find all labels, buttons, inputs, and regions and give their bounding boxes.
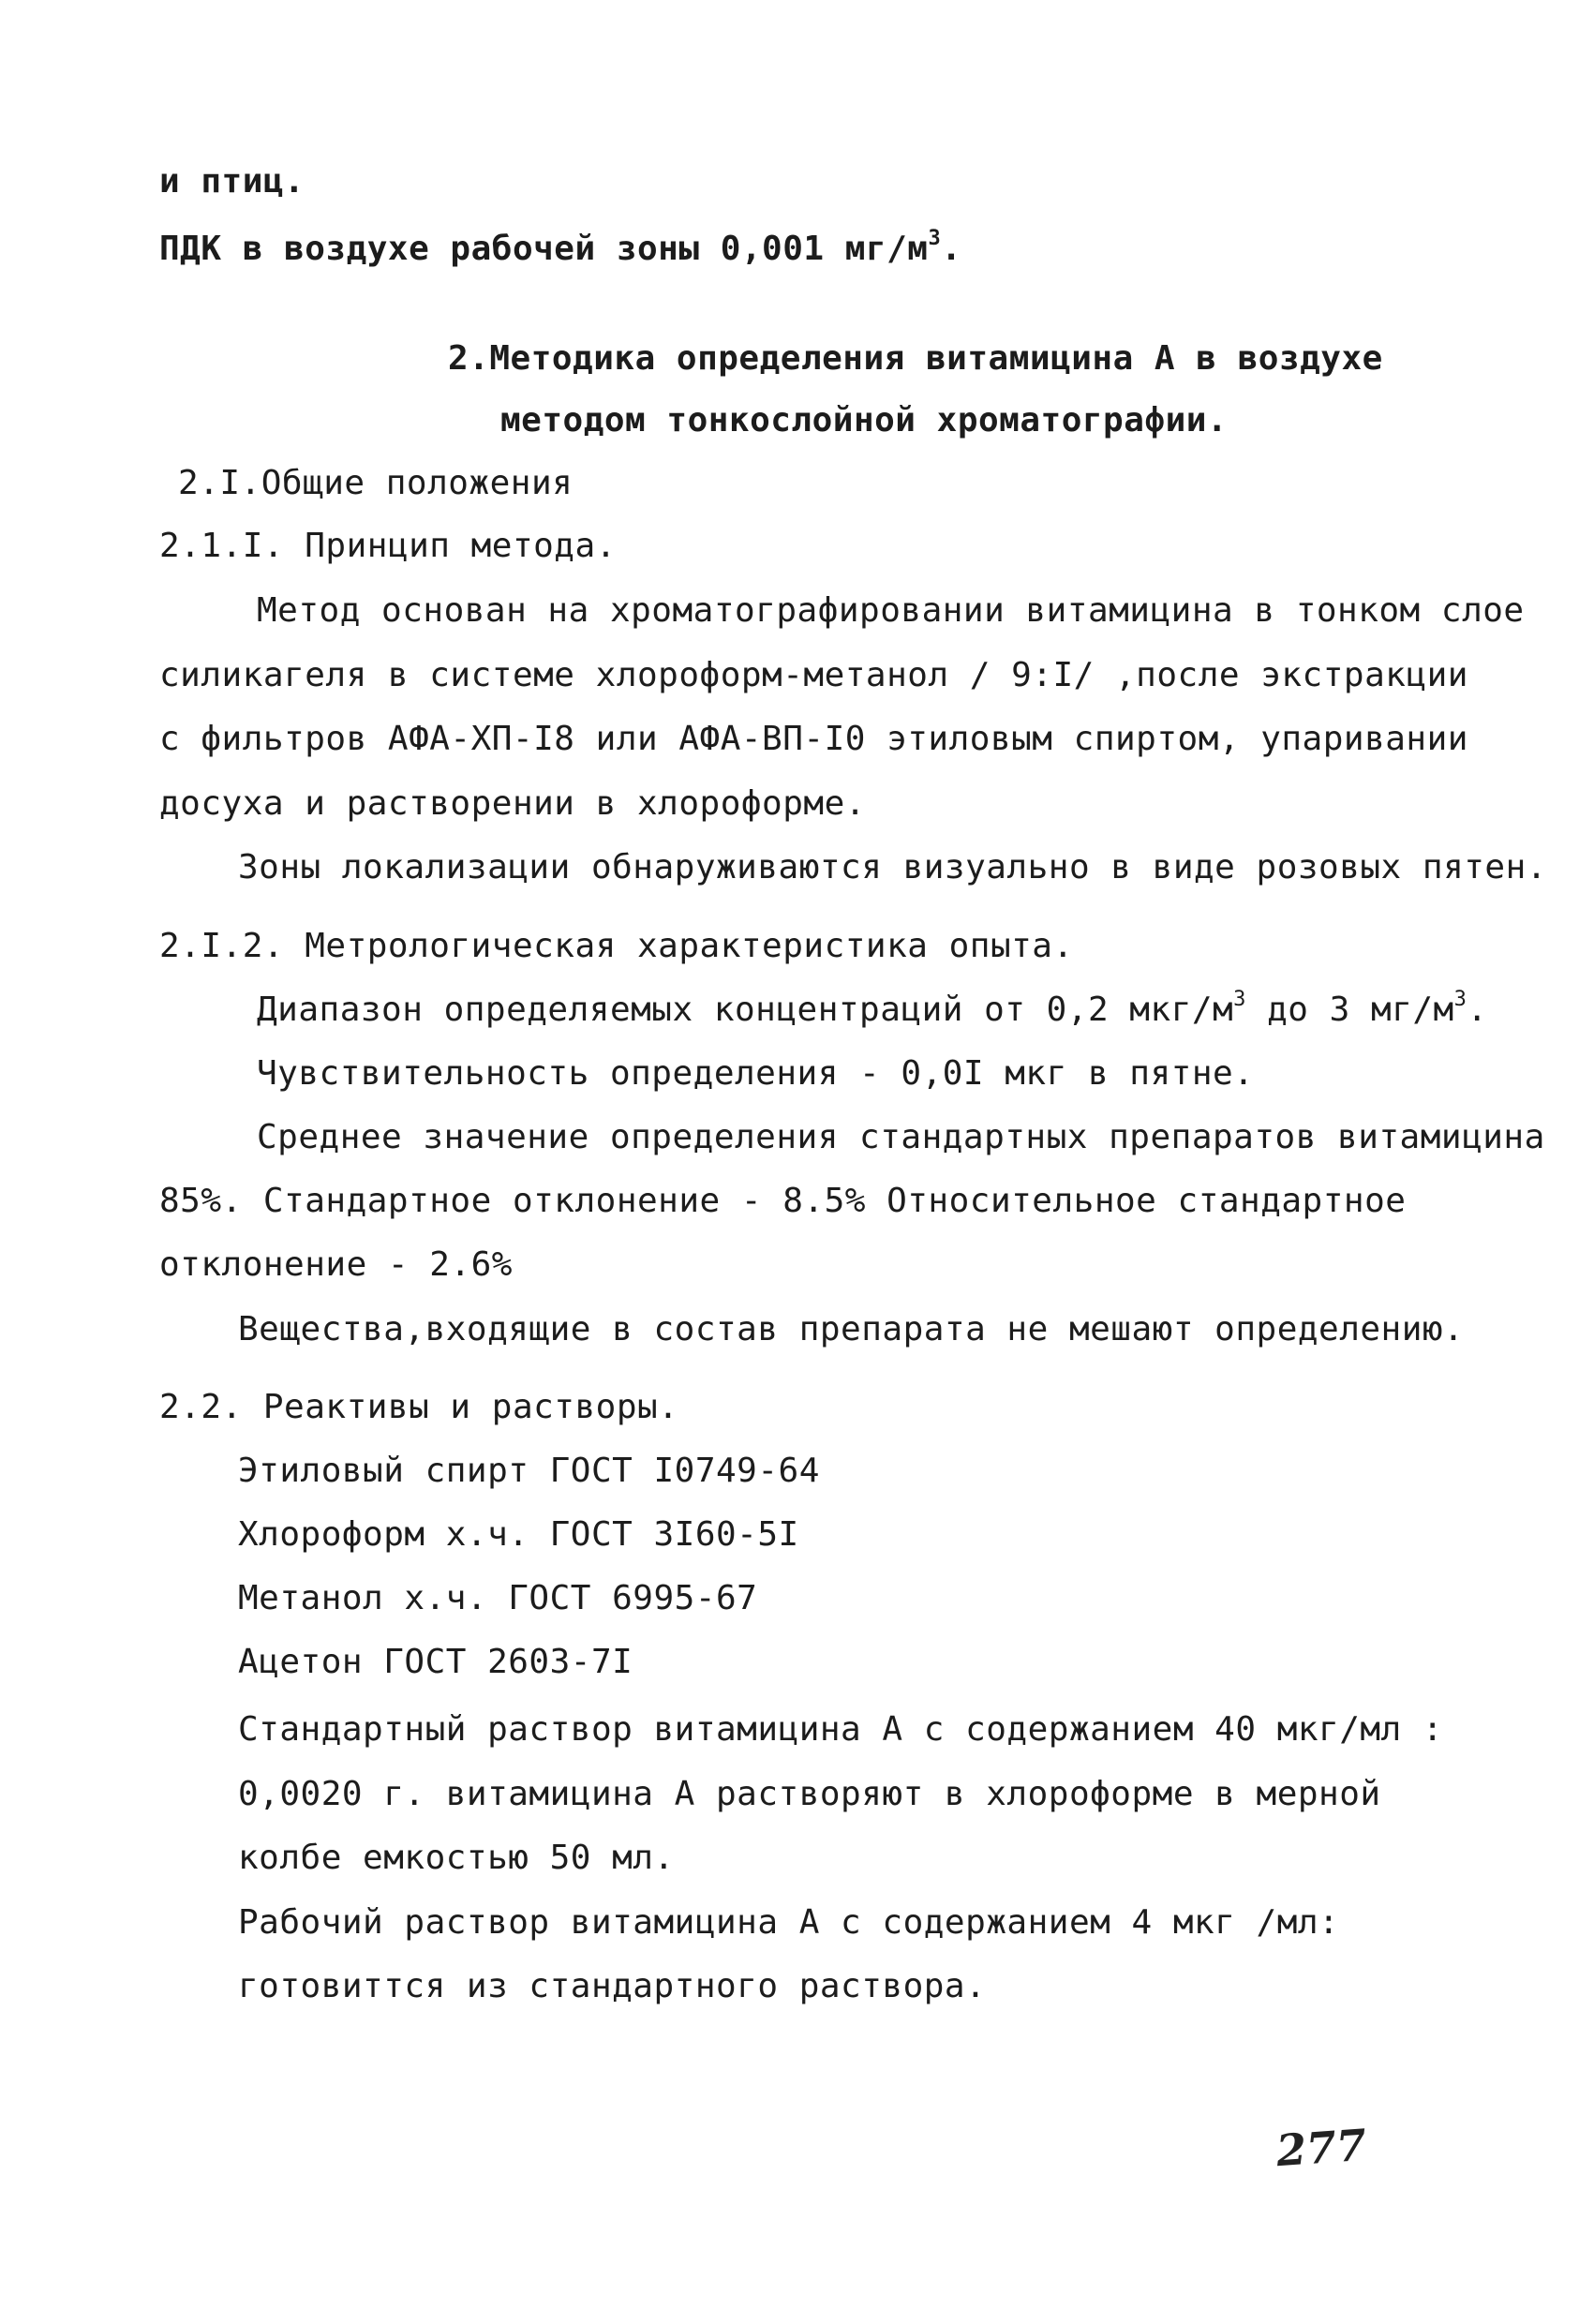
principle-text-line-3: с фильтров АФА-ХП-I8 или АФА-ВП-I0 этиловым спиртом, упаривании — [159, 720, 1468, 758]
range-superscript-1: 3 — [1233, 988, 1246, 1011]
intro-line: и птиц. — [159, 162, 305, 201]
range-text: Диапазон определяемых концентраций от 0,2 мкг/м — [257, 991, 1234, 1029]
reagent-methanol: Метанол х.ч. ГОСТ 6995-67 — [238, 1579, 758, 1617]
zones-text: Зоны локализации обнаруживаются визуально в виде розовых пятен. — [238, 848, 1547, 886]
pdk-line — [159, 229, 961, 270]
reagent-acetone: Ацетон ГОСТ 2603-7I — [238, 1643, 633, 1681]
sensitivity-text: Чувствительность определения - 0,0I мкг в пятне. — [257, 1054, 1255, 1093]
standard-solution-line-2: 0,0020 г. витамицина А растворяют в хлороформе в мерной — [238, 1775, 1381, 1813]
interference-text: Вещества,входящие в состав препарата не мешают определению. — [238, 1310, 1465, 1348]
standard-solution-line-1: Стандартный раствор витамицина А с содержанием 40 мкг/мл : — [238, 1710, 1444, 1749]
range-mid: до 3 мг/м — [1245, 991, 1454, 1029]
pdk-period: . — [941, 230, 962, 268]
working-solution-line-2: готовиттся из стандартного раствора. — [238, 1967, 987, 2005]
mean-text-line-2: 85%. Стандартное отклонение - 8.5% Относительное стандартное — [159, 1182, 1407, 1220]
working-solution-line-1: Рабочий раствор витамицина А с содержанием 4 мкг /мл: — [238, 1903, 1340, 1942]
range-line — [257, 990, 1488, 1031]
pdk-superscript: 3 — [928, 227, 942, 250]
section-2-title-line-2: методом тонкослойной хроматографии. — [500, 401, 1229, 439]
mean-text-line-1: Среднее значение определения стандартных препаратов витамицина — [257, 1118, 1545, 1156]
standard-solution-line-3: колбе емкостью 50 мл. — [238, 1839, 675, 1877]
range-superscript-2: 3 — [1453, 988, 1467, 1011]
metrology-heading: 2.I.2. Метрологическая характеристика опыта. — [159, 927, 1074, 965]
section-2-1-heading: 2.I.Общие положения — [178, 464, 574, 502]
range-period: . — [1467, 991, 1488, 1029]
pdk-text: ПДК в воздухе рабочей зоны 0,001 мг/м — [159, 230, 929, 268]
principle-text-line-4: досуха и растворении в хлороформе. — [159, 784, 866, 823]
reagent-ethanol: Этиловый спирт ГОСТ I0749-64 — [238, 1452, 820, 1490]
reagent-chloroform: Хлороформ х.ч. ГОСТ 3I60-5I — [238, 1515, 799, 1554]
principle-text-line-1: Метод основан на хроматографировании витамицина в тонком слое — [257, 591, 1525, 630]
mean-text-line-3: отклонение - 2.6% — [159, 1245, 513, 1284]
page-number: 277 — [1274, 2119, 1368, 2177]
principle-heading: 2.1.I. Принцип метода. — [159, 527, 617, 565]
principle-text-line-2: силикагеля в системе хлороформ-метанол / 9:I/ ,после экстракции — [159, 656, 1468, 694]
section-2-title-line-1: 2.Методика определения витамицина А в воздухе — [448, 339, 1383, 378]
reagents-heading: 2.2. Реактивы и растворы. — [159, 1388, 679, 1426]
